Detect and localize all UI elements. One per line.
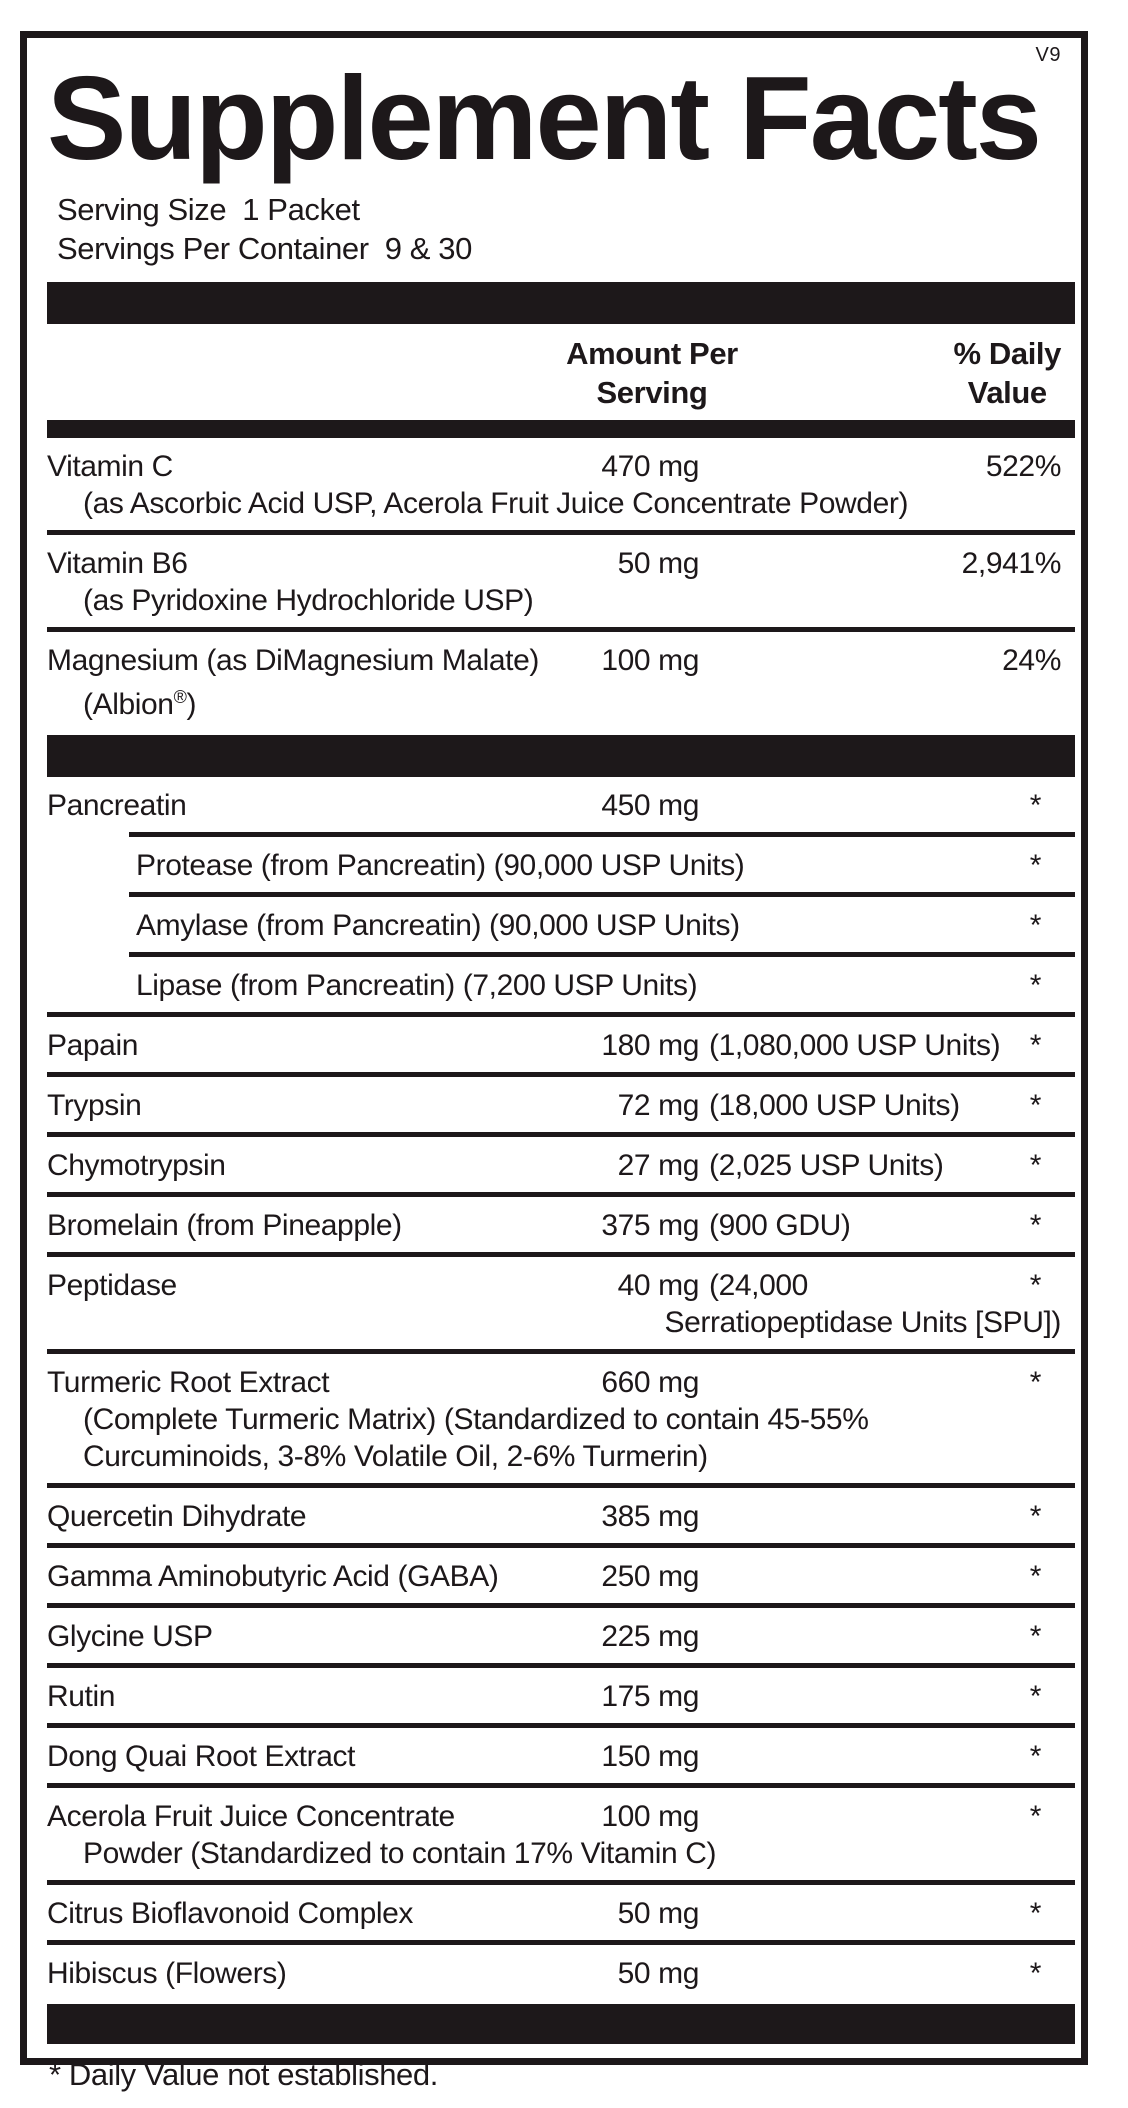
servings-per-container-line	[57, 229, 1061, 268]
ingredient-row	[47, 1788, 1061, 1880]
ingredient-amount: 50 mg	[617, 1957, 699, 1990]
ingredient-detail: (Complete Turmeric Matrix) (Standardized to contain 45-55%	[83, 1403, 869, 1436]
ingredient-name: Turmeric Root Extract	[47, 1366, 330, 1399]
ingredient-name: Gamma Aminobutyric Acid (GABA)	[47, 1560, 499, 1593]
ingredient-daily-value: *	[1029, 1680, 1041, 1713]
registered-trademark-symbol: ®	[173, 687, 187, 707]
section-divider-bar	[47, 2004, 1075, 2044]
ingredient-amount: 40 mg	[617, 1269, 699, 1302]
ingredient-name: Amylase (from Pancreatin) (90,000 USP Units)	[136, 909, 740, 942]
ingredient-name: Rutin	[47, 1680, 116, 1713]
ingredient-row	[47, 1354, 1061, 1483]
serving-info	[47, 190, 1061, 268]
ingredient-daily-value: *	[1029, 1089, 1041, 1122]
ingredient-amount: 100 mg	[601, 1800, 699, 1833]
ingredient-row	[47, 1668, 1061, 1723]
ingredient-row	[47, 1885, 1061, 1940]
ingredient-row	[47, 632, 1061, 731]
ingredient-name: Protease (from Pancreatin) (90,000 USP Units)	[136, 849, 745, 882]
daily-value-footnote: * Daily Value not established.	[49, 2057, 438, 2092]
ingredient-amount-units: (900 GDU)	[709, 1209, 851, 1242]
ingredient-name: Bromelain (from Pineapple)	[47, 1209, 402, 1242]
ingredient-details	[47, 1401, 1061, 1475]
ingredient-row	[47, 1137, 1061, 1192]
ingredient-details	[47, 485, 1061, 522]
ingredient-amount: 660 mg	[601, 1366, 699, 1399]
ingredient-daily-value: *	[1029, 1620, 1041, 1653]
ingredient-daily-value: *	[1029, 1897, 1041, 1930]
dv-header-line2: Value	[967, 375, 1047, 410]
ingredient-details	[47, 1304, 1061, 1341]
ingredient-daily-value: *	[1029, 1740, 1041, 1773]
ingredient-row	[47, 1488, 1061, 1543]
ingredient-name: Citrus Bioflavonoid Complex	[47, 1897, 414, 1930]
ingredient-name: Magnesium (as DiMagnesium Malate)	[47, 644, 539, 677]
ingredient-daily-value: *	[1029, 1800, 1041, 1833]
ingredient-daily-value: *	[1029, 1957, 1041, 1990]
ingredient-daily-value: *	[1029, 969, 1041, 1002]
ingredient-daily-value: *	[1029, 1269, 1041, 1302]
ingredient-amount-units: (18,000 USP Units)	[709, 1089, 960, 1122]
ingredient-row	[47, 837, 1061, 892]
ingredient-row	[47, 777, 1061, 832]
serving-size-value: 1 Packet	[242, 192, 360, 227]
amount-per-serving-header	[502, 334, 802, 412]
ingredient-daily-value: *	[1029, 1366, 1041, 1399]
ingredient-name: Vitamin B6	[47, 547, 188, 580]
ingredient-amount-units: (2,025 USP Units)	[709, 1149, 944, 1182]
ingredient-row	[47, 1945, 1061, 2000]
column-headers	[47, 324, 1061, 420]
serving-size-line	[57, 190, 1061, 229]
ingredient-row	[47, 1077, 1061, 1132]
ingredient-name: Papain	[47, 1029, 139, 1062]
ingredient-amount: 175 mg	[601, 1680, 699, 1713]
ingredient-row	[47, 1548, 1061, 1603]
section-divider-bar	[47, 735, 1075, 777]
ingredient-name: Dong Quai Root Extract	[47, 1740, 356, 1773]
ingredient-row	[47, 1728, 1061, 1783]
ingredient-detail: Powder (Standardized to contain 17% Vitamin C)	[83, 1837, 717, 1870]
ingredient-amount: 225 mg	[601, 1620, 699, 1653]
servings-per-container-label: Servings Per Container	[57, 231, 369, 266]
ingredient-name: Quercetin Dihydrate	[47, 1500, 307, 1533]
ingredient-name: Chymotrypsin	[47, 1149, 226, 1182]
ingredient-daily-value: *	[1029, 1209, 1041, 1242]
ingredient-daily-value: *	[1029, 1560, 1041, 1593]
ingredient-daily-value: 2,941%	[961, 547, 1061, 580]
ingredient-amount-units: (24,000	[709, 1269, 808, 1302]
ingredient-detail: Curcuminoids, 3-8% Volatile Oil, 2-6% Turmerin)	[83, 1440, 708, 1473]
ingredient-daily-value: *	[1029, 1500, 1041, 1533]
ingredient-amount: 50 mg	[617, 1897, 699, 1930]
ingredient-name: Pancreatin	[47, 789, 187, 822]
ingredient-amount: 385 mg	[601, 1500, 699, 1533]
ingredient-detail: (as Pyridoxine Hydrochloride USP)	[83, 584, 534, 617]
ingredient-daily-value: 24%	[1002, 644, 1061, 677]
header-divider-bar	[47, 420, 1075, 438]
ingredient-details	[47, 1835, 1061, 1872]
ingredient-name: Glycine USP	[47, 1620, 213, 1653]
ingredient-amount: 27 mg	[617, 1149, 699, 1182]
ingredient-amount: 450 mg	[601, 789, 699, 822]
ingredient-amount: 180 mg	[601, 1029, 699, 1062]
ingredient-details	[47, 679, 1061, 723]
ingredient-amount: 150 mg	[601, 1740, 699, 1773]
daily-value-header	[954, 334, 1061, 412]
ingredient-name: Peptidase	[47, 1269, 177, 1302]
ingredient-daily-value: *	[1029, 849, 1041, 882]
ingredient-rows	[47, 438, 1061, 2044]
supplement-facts-label	[20, 31, 1088, 2092]
ingredient-daily-value: *	[1029, 789, 1041, 822]
ingredient-row	[47, 957, 1061, 1012]
ingredient-row	[47, 1257, 1061, 1349]
ingredient-amount-units: (1,080,000 USP Units)	[709, 1029, 1001, 1062]
ingredient-detail: Serratiopeptidase Units [SPU])	[664, 1306, 1061, 1339]
ingredient-daily-value: *	[1029, 909, 1041, 942]
ingredient-amount: 470 mg	[601, 450, 699, 483]
ingredient-amount: 375 mg	[601, 1209, 699, 1242]
ingredient-name: Vitamin C	[47, 450, 173, 483]
ingredient-details	[47, 582, 1061, 619]
section-divider-bar-top	[47, 282, 1075, 324]
ingredient-row	[47, 438, 1061, 530]
ingredient-name: Hibiscus (Flowers)	[47, 1957, 287, 1990]
label-version: V9	[1035, 44, 1061, 66]
ingredient-amount: 250 mg	[601, 1560, 699, 1593]
ingredient-row	[47, 1608, 1061, 1663]
ingredient-row	[47, 1197, 1061, 1252]
ingredient-detail: (Albion®)	[83, 687, 197, 721]
dv-header-line1: % Daily	[953, 336, 1061, 371]
ingredient-name: Acerola Fruit Juice Concentrate	[47, 1800, 455, 1833]
amount-header-line1: Amount Per	[566, 336, 738, 371]
ingredient-daily-value: 522%	[985, 450, 1061, 483]
ingredient-daily-value: *	[1029, 1149, 1041, 1182]
ingredient-amount: 72 mg	[617, 1089, 699, 1122]
ingredient-row	[47, 1017, 1061, 1072]
ingredient-row	[47, 535, 1061, 627]
ingredient-name: Trypsin	[47, 1089, 142, 1122]
serving-size-label: Serving Size	[57, 192, 227, 227]
ingredient-detail: (as Ascorbic Acid USP, Acerola Fruit Juice Concentrate Powder)	[83, 487, 909, 520]
ingredient-amount: 50 mg	[617, 547, 699, 580]
ingredient-name: Lipase (from Pancreatin) (7,200 USP Units)	[136, 969, 698, 1002]
amount-header-line2: Serving	[596, 375, 708, 410]
ingredient-row	[47, 897, 1061, 952]
ingredient-daily-value: *	[1029, 1029, 1041, 1062]
ingredient-amount: 100 mg	[601, 644, 699, 677]
label-title: Supplement Facts	[47, 52, 1040, 185]
servings-per-container-value: 9 & 30	[384, 231, 472, 266]
